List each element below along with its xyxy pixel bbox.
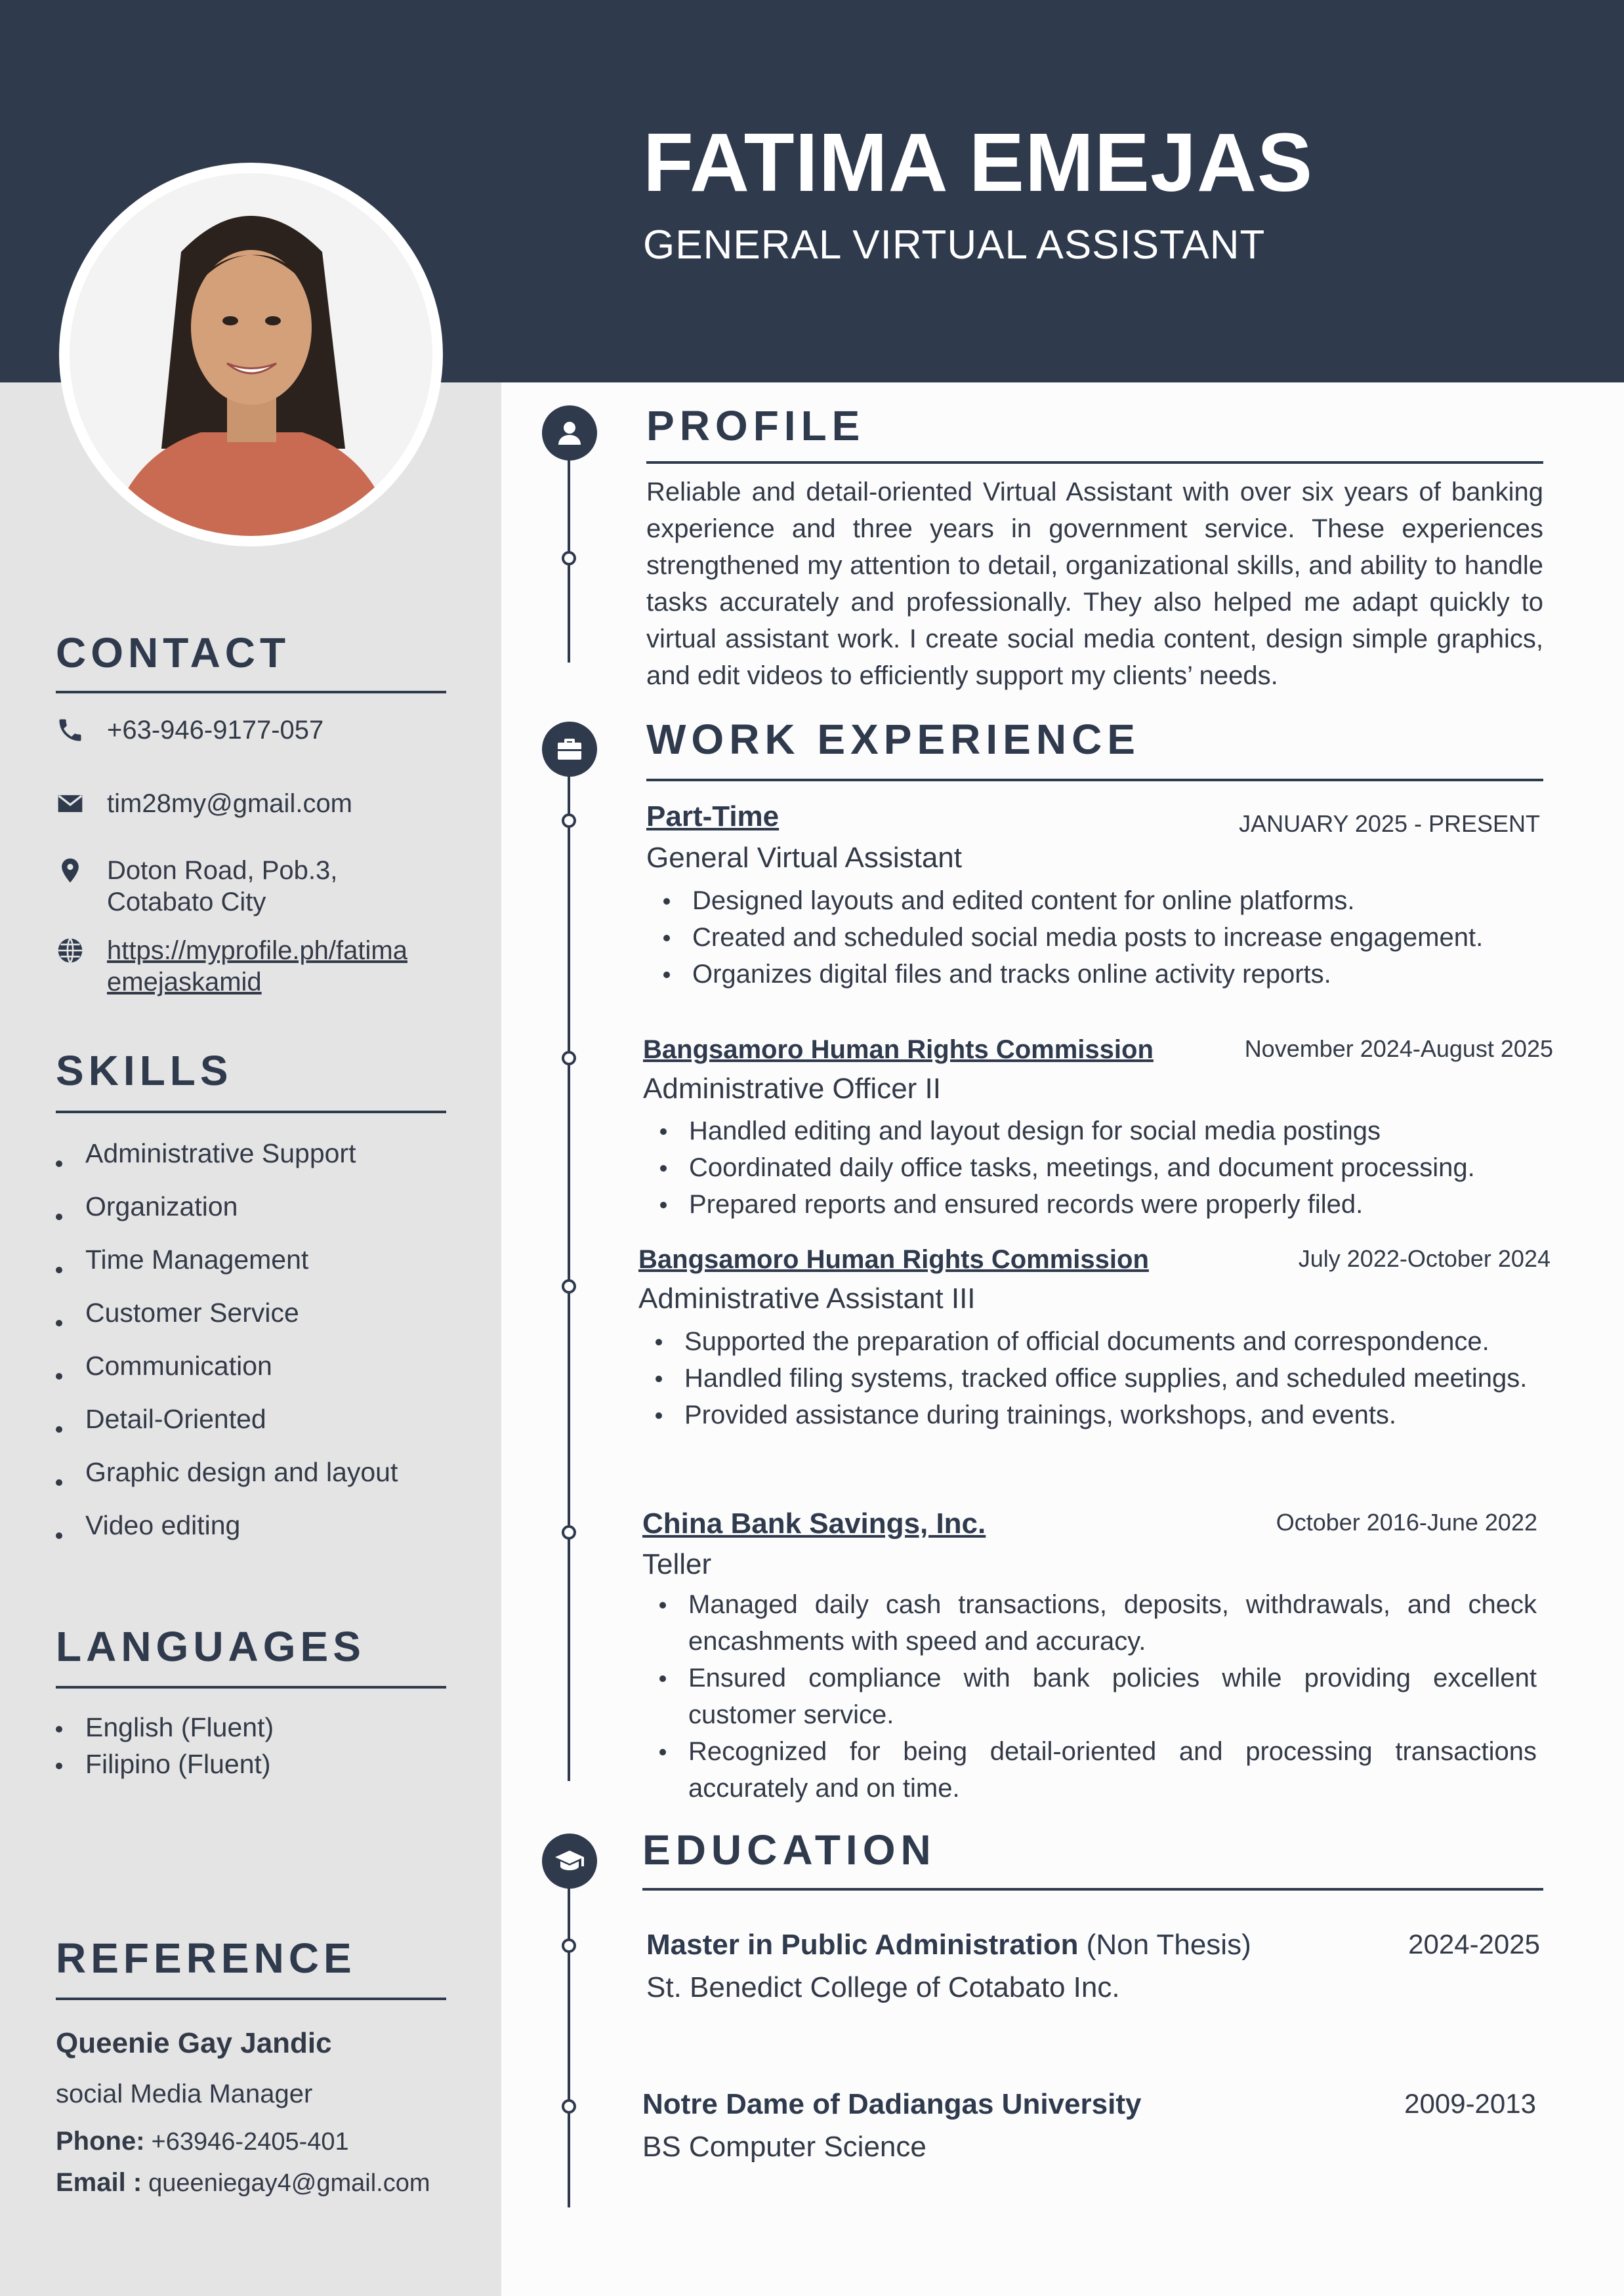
job-company: Bangsamoro Human Rights Commission bbox=[638, 1245, 1149, 1274]
timeline-line bbox=[568, 433, 570, 663]
job-bullet: Handled editing and layout design for social media postings bbox=[643, 1113, 1543, 1149]
profile-photo bbox=[59, 163, 443, 546]
profile-photo-image bbox=[70, 173, 432, 536]
job-role: Administrative Assistant III bbox=[638, 1282, 976, 1315]
job-bullet: Provided assistance during trainings, workshops, and events. bbox=[638, 1397, 1543, 1433]
reference-email bbox=[56, 2168, 430, 2198]
job-bullet: Designed layouts and edited content for online platforms. bbox=[646, 882, 1543, 919]
reference-title: social Media Manager bbox=[56, 2080, 313, 2108]
education-school: St. Benedict College of Cotabato Inc. bbox=[646, 1971, 1120, 2003]
timeline-dot bbox=[562, 2099, 576, 2114]
reference-heading: REFERENCE bbox=[56, 1935, 356, 1982]
job-bullet: Ensured compliance with bank policies while providing excellent customer service. bbox=[642, 1660, 1537, 1733]
job-bullet: Created and scheduled social media posts to increase engagement. bbox=[646, 919, 1543, 956]
skill-item: Organization bbox=[56, 1190, 398, 1243]
job-date: October 2016-June 2022 bbox=[1276, 1509, 1537, 1536]
job-company: Part-Time bbox=[646, 800, 780, 832]
profile-summary: Reliable and detail-oriented Virtual Assistant with over six years of banking experience and three years in government service. These experiences strengthened my attention to detail, organizational skills, and ability to handle tasks accurately and professionally. They also helped me adapt quickly to virtual assistant work. I create social media content, design simple graphics, and edit videos to efficiently support my clients’ needs. bbox=[646, 478, 1543, 690]
languages-list bbox=[56, 1711, 274, 1784]
contact-address bbox=[56, 855, 449, 920]
user-icon bbox=[554, 417, 585, 449]
job-bullets bbox=[638, 1323, 1543, 1433]
skill-item: Detail-Oriented bbox=[56, 1403, 398, 1456]
phone-icon bbox=[56, 716, 85, 745]
job-bullet: Coordinated daily office tasks, meetings, and document processing. bbox=[643, 1149, 1543, 1186]
job-bullet: Recognized for being detail-oriented and processing transactions accurately and on time. bbox=[642, 1733, 1537, 1807]
job-role: Administrative Officer II bbox=[643, 1073, 941, 1105]
skills-list bbox=[56, 1137, 398, 1562]
reference-phone-value: +63946-2405-401 bbox=[151, 2128, 349, 2156]
envelope-icon bbox=[56, 789, 85, 818]
timeline-dot bbox=[562, 1938, 576, 1953]
education-school: BS Computer Science bbox=[642, 2131, 927, 2163]
contact-heading: CONTACT bbox=[56, 629, 291, 676]
languages-divider bbox=[56, 1686, 446, 1689]
education-degree-title: Notre Dame of Dadiangas University bbox=[642, 2088, 1142, 2120]
timeline-dot bbox=[562, 1525, 576, 1540]
job-role: Teller bbox=[642, 1548, 712, 1580]
timeline-dot bbox=[562, 551, 576, 565]
education-degree-title: Master in Public Administration bbox=[646, 1929, 1079, 1961]
skill-item: Time Management bbox=[56, 1243, 398, 1296]
contact-website-line2[interactable]: emejaskamid bbox=[107, 968, 262, 996]
contact-phone-text: +63-946-9177-057 bbox=[107, 716, 324, 745]
education-section-icon bbox=[542, 1834, 597, 1889]
job-date: July 2022-October 2024 bbox=[1298, 1245, 1551, 1272]
job-company: Bangsamoro Human Rights Commission bbox=[643, 1035, 1154, 1064]
job-bullet: Supported the preparation of official documents and correspondence. bbox=[638, 1323, 1543, 1360]
reference-name: Queenie Gay Jandic bbox=[56, 2027, 332, 2059]
education-degree-note: (Non Thesis) bbox=[1078, 1929, 1251, 1961]
education-heading: EDUCATION bbox=[642, 1826, 936, 1874]
work-heading: WORK EXPERIENCE bbox=[646, 716, 1140, 763]
applicant-role: GENERAL VIRTUAL ASSISTANT bbox=[643, 222, 1266, 268]
job-bullets bbox=[642, 1586, 1537, 1807]
work-divider bbox=[646, 779, 1543, 781]
profile-section-icon bbox=[542, 405, 597, 461]
skills-divider bbox=[56, 1111, 446, 1113]
reference-phone-label: Phone: bbox=[56, 2127, 145, 2156]
skill-item: Graphic design and layout bbox=[56, 1456, 398, 1509]
timeline-dot bbox=[562, 813, 576, 828]
job-bullet: Prepared reports and ensured records were properly filed. bbox=[643, 1186, 1543, 1223]
skill-item: Customer Service bbox=[56, 1296, 398, 1349]
profile-divider bbox=[646, 461, 1543, 464]
applicant-name: FATIMA EMEJAS bbox=[643, 116, 1314, 209]
skill-item: Video editing bbox=[56, 1509, 398, 1562]
contact-website-line1[interactable]: https://myprofile.ph/fatima bbox=[107, 936, 407, 965]
job-bullet: Managed daily cash transactions, deposits, withdrawals, and check encashments with speed and accuracy. bbox=[642, 1586, 1537, 1660]
map-pin-icon bbox=[56, 856, 85, 885]
job-date: November 2024-August 2025 bbox=[1244, 1035, 1553, 1062]
education-degree bbox=[642, 2088, 1141, 2121]
job-bullets bbox=[643, 1113, 1543, 1223]
timeline-line bbox=[568, 1883, 570, 2207]
education-degree bbox=[646, 1929, 1251, 1961]
graduation-cap-icon bbox=[554, 1845, 585, 1877]
reference-divider bbox=[56, 1998, 446, 2000]
reference-phone bbox=[56, 2127, 349, 2156]
reference-email-value: queeniegay4@gmail.com bbox=[148, 2169, 430, 2197]
languages-heading: LANGUAGES bbox=[56, 1623, 365, 1670]
timeline-line bbox=[568, 771, 570, 1781]
skill-item: Administrative Support bbox=[56, 1137, 398, 1190]
timeline-dot bbox=[562, 1279, 576, 1294]
globe-icon bbox=[56, 936, 85, 965]
contact-email-text: tim28my@gmail.com bbox=[107, 789, 353, 818]
profile-heading: PROFILE bbox=[646, 402, 865, 449]
job-bullets bbox=[646, 882, 1543, 993]
skills-heading: SKILLS bbox=[56, 1047, 233, 1094]
language-item: English (Fluent) bbox=[56, 1711, 274, 1748]
language-item: Filipino (Fluent) bbox=[56, 1748, 274, 1784]
job-bullet: Organizes digital files and tracks online activity reports. bbox=[646, 956, 1543, 993]
briefcase-icon bbox=[554, 733, 585, 765]
contact-address-line1: Doton Road, Pob.3, bbox=[107, 856, 338, 885]
education-years: 2024-2025 bbox=[1408, 1929, 1540, 1959]
job-role: General Virtual Assistant bbox=[646, 842, 962, 874]
work-section-icon bbox=[542, 722, 597, 777]
contact-website[interactable] bbox=[56, 935, 449, 1007]
education-years: 2009-2013 bbox=[1404, 2088, 1536, 2119]
timeline-dot bbox=[562, 1051, 576, 1065]
contact-divider bbox=[56, 691, 446, 693]
job-bullet: Handled filing systems, tracked office supplies, and scheduled meetings. bbox=[638, 1360, 1543, 1397]
reference-email-label: Email : bbox=[56, 2168, 142, 2197]
education-divider bbox=[642, 1888, 1543, 1891]
job-date: JANUARY 2025 - PRESENT bbox=[1239, 810, 1540, 837]
skill-item: Communication bbox=[56, 1349, 398, 1403]
contact-address-line2: Cotabato City bbox=[107, 888, 266, 916]
job-company: China Bank Savings, Inc. bbox=[642, 1507, 986, 1540]
